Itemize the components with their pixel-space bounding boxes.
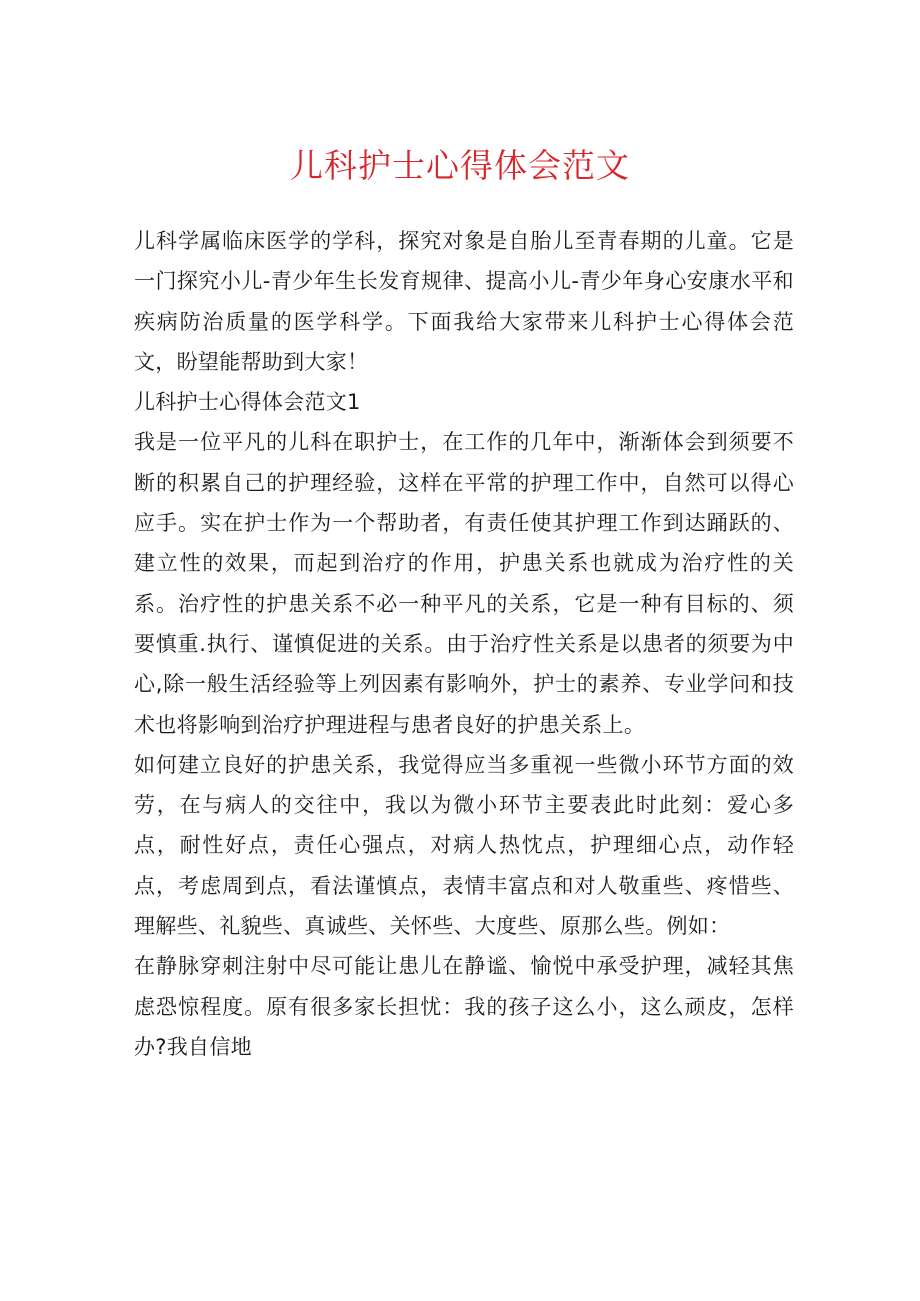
document-title: 儿科护士心得体会范文 [290,146,630,185]
section-heading: 儿科护士心得体会范文1 [134,390,361,415]
document-body [134,221,794,1067]
body-paragraph: 我是一位平凡的儿科在职护士，在工作的几年中，渐渐体会到须要不断的积累自己的护理经验，这样在平常的护理工作中，自然可以得心应手。实在护士作为一个帮助者，有责任使其护理工作到达踊跃的、建立性的效果，而起到治疗的作用，护患关系也就成为治疗性的关系。治疗性的护患关系不必一种平凡的关系，它是一种有目标的、须要慎重.执行、谨慎促进的关系。由于治疗性关系是以患者的须要为中心,除一般生活经验等上列因素有影响外，护士的素养、专业学问和技术也将影响到治疗护理进程与患者良好的护患关系上。 [134,430,794,737]
body-paragraph: 在静脉穿刺注射中尽可能让患儿在静谧、愉悦中承受护理，减轻其焦虑恐惊程度。原有很多家长担忧：我的孩子这么小，这么顽皮，怎样办?我自信地 [134,954,794,1059]
body-paragraph: 如何建立良好的护患关系，我觉得应当多重视一些微小环节方面的效劳，在与病人的交往中，我以为微小环节主要表此时此刻：爱心多点，耐性好点，责任心强点，对病人热忱点，护理细心点，动作轻点，考虑周到点，看法谨慎点，表情丰富点和对人敬重些、疼惜些、理解些、礼貌些、真诚些、关怀些、大度些、原那么些。例如： [134,752,794,939]
intro-paragraph: 儿科学属临床医学的学科，探究对象是自胎儿至青春期的儿童。它是一门探究小儿-青少年生长发育规律、提高小儿-青少年身心安康水平和疾病防治质量的医学科学。下面我给大家带来儿科护士心得体会范文，盼望能帮助到大家！ [134,229,794,374]
